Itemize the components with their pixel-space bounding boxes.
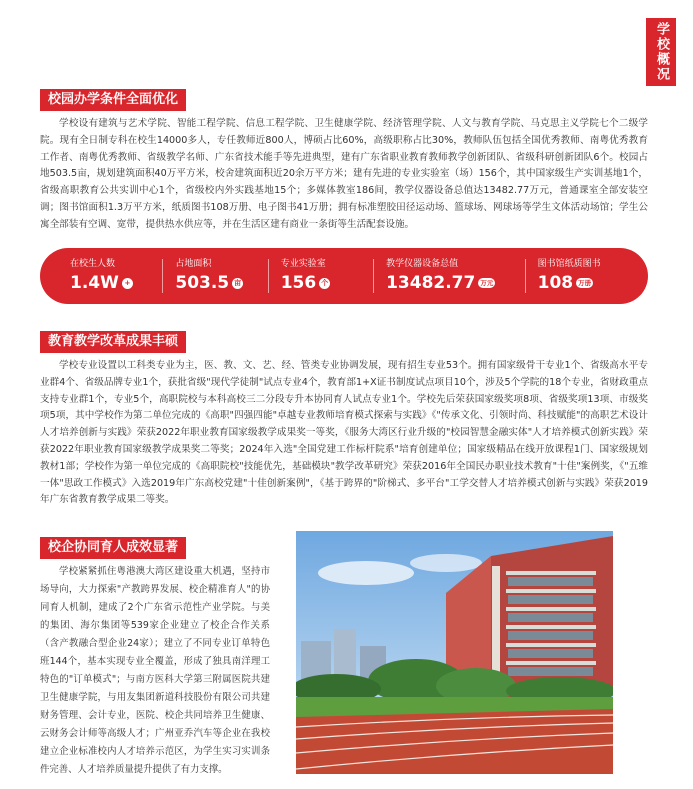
unit-badge-icon: 万元	[480, 279, 494, 287]
stat-equipment	[374, 258, 525, 294]
unit-badge-icon: 亩	[234, 278, 242, 287]
unit-badge-icon: 个	[321, 278, 329, 287]
plus-badge-icon: +	[122, 278, 133, 289]
stat-students	[58, 258, 162, 294]
cooperation-paragraph: 学校紧紧抓住粤港澳大湾区建设重大机遇，坚持市场导向，大力探索"产教跨界发展、校企精准育人"的协同育人机制，建成了2个广东省示范性产业学院。与美的集团、海尔集团等539家企业建立了校企合作关系（含产教融合型企业24家）；建立了不同专业订单特色班144个，基本实现专业全覆盖，形成了独具南洋理工特色的"订单模式"；与南方医科大学第三附属医院共建卫生健康学院，与用友集团新道科技股份有限公司共建财务管理、会计专业，医院、校企共同培养卫生健康、云财务会计师等高级人才；广州亚乔汽车等企业在我校建立企业标准校内人才培养示范区，为学生实习实训条件完善、人才培养质量提升提供了有力支撑。	[40, 566, 270, 775]
stat-value: 156	[280, 273, 317, 293]
campus-building-photo	[296, 531, 613, 774]
stat-label: 教学仪器设备总值	[386, 259, 459, 269]
section-header-conditions	[40, 89, 186, 111]
section-header-cooperation	[40, 537, 186, 559]
section-title: 校企协同育人成效显著	[40, 537, 186, 559]
section-header-reform	[40, 331, 186, 353]
stat-value: 108	[537, 273, 574, 293]
conditions-paragraph: 学校设有建筑与艺术学院、智能工程学院、信息工程学院、卫生健康学院、经济管理学院、人文与教育学院、马克思主义学院七个二级学院。现有全日制专科在校生14000多人，专任教师近800人，博硕占比60%，高级职称占比30%，教师队伍包括全国优秀教师、南粤优秀教育工作者、南粤优秀教师、省级教学名师、广东省技术能手等先进典型，建有广东省职业教育教师教学创新团队、省级科研创新团队6个。校园占地503.5亩，规划建筑面积40万平方米，校舍建筑面积近20余万平方米；建有先进的专业实验室（场）156个，其中国家级生产实训基地1个，省级高职教育公共实训中心1个，省级校内外实践基地15个；多媒体教室186间，教学仪器设备总值达13482.77万元，普通课室全部安装空调；图书馆面积1.3万平方米，纸质图书108万册、电子图书41万册；拥有标准塑胶田径运动场、篮球场、网球场等学生文体活动场馆；学生公寓全部装有空调、宽带，提供热水供应等，并在生活区建有商业一条街等生活配套设施。	[40, 118, 648, 230]
stat-label: 在校生人数	[70, 259, 116, 269]
section-title: 教育教学改革成果丰硕	[40, 331, 186, 353]
stat-label: 图书馆纸质图书	[537, 259, 601, 269]
stats-bar	[40, 248, 648, 304]
stat-area	[163, 258, 267, 294]
stat-value: 1.4W	[70, 273, 119, 293]
stat-books	[526, 258, 630, 294]
stat-label: 专业实验室	[280, 259, 326, 269]
side-tab-label: 学校概况	[646, 18, 676, 86]
reform-paragraph: 学校专业设置以工科类专业为主，医、教、文、艺、经、管类专业协调发展，现有招生专业53个。拥有国家级骨干专业1个、省级高水平专业群4个、省级品牌专业1个，获批省级"现代学徒制"试点专业4个，教育部1+X证书制度试点项目10个，涉及5个学院的18个专业，省财政重点支持专业群1个，专业5个，高职院校与本科高校三二分段专升本协同育人试点专业1个。学校先后荣获国家级奖项8项、省级奖项13项、市级奖项5项，其中学校作为第二单位完成的《高职"四强四能"卓越专业教师培育模式探索与实践》《"传承文化、引领时尚、科技赋能"的高职艺术设计人才培养创新与实践》荣获2022年职业教育国家级教学成果奖一等奖，《服务大湾区行业升级的"校园智慧金融实体"人才培养模式创新实践》荣获2022年职业教育国家级教学成果奖二等奖；2024年入选"全国党建工作标杆院系"培育创建单位；国家级精品在线开放课程1门、国家级规划教材1部；学校作为第一单位完成的《高职院校"技能优先，基础模块"教学改革研究》荣获2016年全国民办职业技术教育"十佳"案例奖，《"五维一体"思政工作模式》入选2019年广东高校党建"十佳创新案例"，《基于跨界的"阶梯式、多平台"工学交替人才培养模式创新与实践》荣获2019年广东省教育教学成果二等奖。	[40, 360, 648, 506]
section-title: 校园办学条件全面优化	[40, 89, 186, 111]
stat-labs	[269, 258, 373, 294]
stat-value: 503.5	[175, 273, 230, 293]
unit-badge-icon: 万册	[578, 279, 592, 287]
stat-value: 13482.77	[386, 273, 476, 293]
stat-label: 占地面积	[175, 259, 212, 269]
